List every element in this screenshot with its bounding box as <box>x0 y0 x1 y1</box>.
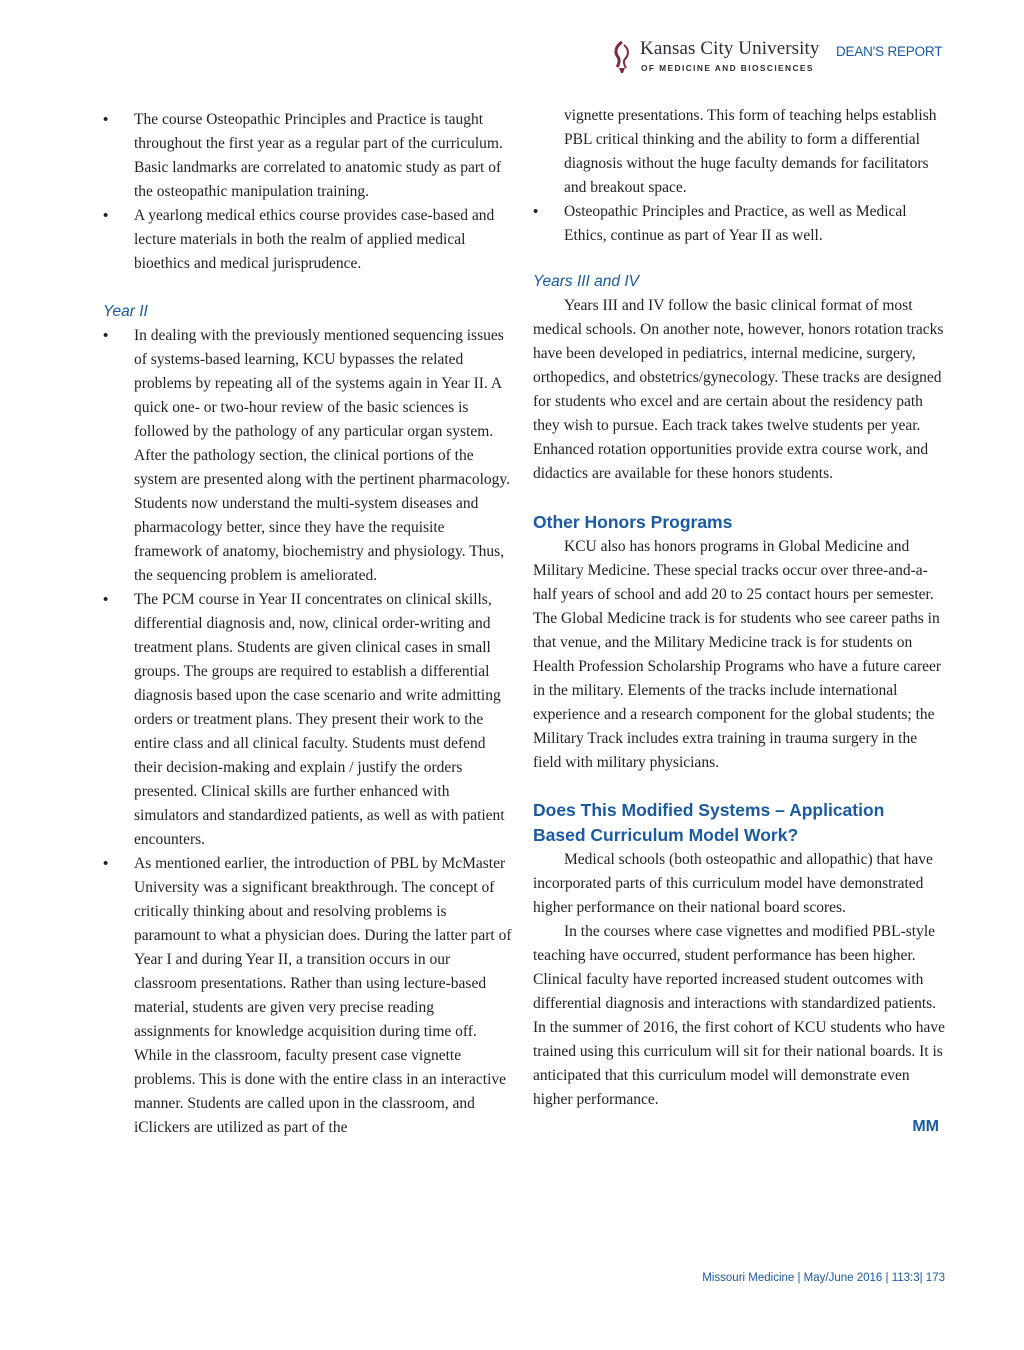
year-two-heading: Year II <box>103 303 148 320</box>
bullet-text: As mentioned earlier, the introduction of PBL by McMaster University was a significant breakthrough. The concept of critically thinking about and resolving problems is paramount to what a physician does. During the latter part of Year I and during Year II, a transition occurs in our classroom presentations. Rather than using lecture-based material, students are given very precise reading assignments for knowledge acquisition during time off. While in the classroom, faculty present case vignette problems. This is done with the entire class in an interactive manner. Students are called upon in the classroom, and iClickers are utilized as part of the <box>134 855 512 1136</box>
list-item: • As mentioned earlier, the introduction of PBL by McMaster University was a significant breakthrough. The concept of critically thinking about and resolving problems is paramount to what a physician does. During the latter part of Year I and during Year II, a transition occurs in our classroom presentations. Rather than using lecture-based material, students are given very precise reading assignments for knowledge acquisition during time off. While in the classroom, faculty present case vignette problems. This is done with the entire class in an interactive manner. Students are called upon in the classroom, and iClickers are utilized as part of the <box>103 855 512 1136</box>
model-heading-line2: Based Curriculum Model Work? <box>533 825 799 845</box>
model-heading-line1: Does This Modified Systems – Application <box>533 800 885 820</box>
bullet-text: In dealing with the previously mentioned sequencing issues of systems-based learning, KCU bypasses the related problems by repeating all of the systems again in Year II. A quick one- or two-hour review of the basic sciences is followed by the pathology of any particular organ system. After the pathology section, the clinical portions of the system are presented along with the pertinent pharmacology. Students now understand the multi-system diseases and pharmacology better, since they have the requisite framework of anatomy, biochemistry and physiology. Thus, the sequencing problem is ameliorated. <box>134 327 511 584</box>
honors-paragraph: KCU also has honors programs in Global Medicine and Military Medicine. These special tracks occur over three-and-a-half years of school and add 20 to 25 contact hours per semester. The Global Medicine track is for students who see career paths in that venue, and the Military Medicine track is for students on Health Profession Scholarship Programs who have a future career in the military. Elements of the tracks include international experience and a research component for the global students; the Military Track includes extra training in trauma surgery in the field with military physicians. <box>533 538 942 771</box>
list-item: • The PCM course in Year II concentrates on clinical skills, differential diagnosis and, now, clinical order-writing and treatment plans. Students are given clinical cases in small groups. The groups are required to establish a differential diagnosis based upon the case scenario and write admitting orders or treatment plans. They present their work to the entire class and all clinical faculty. Students must defend their decision-making and explain / justify the orders presented. Clinical skills are further enhanced with simulators and standardized patients, as well as with patient encounters. <box>103 591 505 848</box>
bullet-text: The PCM course in Year II concentrates on clinical skills, differential diagnosis and, now, clinical order-writing and treatment plans. Students are given clinical cases in small groups. The groups are required to establish a differential diagnosis based upon the case scenario and write admitting orders or treatment plans. They present their work to the entire class and all clinical faculty. Students must defend their decision-making and explain / justify the orders presented. Clinical skills are further enhanced with simulators and standardized patients, as well as with patient encounters. <box>134 591 505 848</box>
bullet-text: Osteopathic Principles and Practice, as well as Medical Ethics, continue as part of Year II as well. <box>564 203 907 244</box>
institution-name: Kansas City University <box>640 38 820 59</box>
page-header <box>610 38 945 78</box>
institution-subtitle: OF MEDICINE AND BIOSCIENCES <box>641 63 814 73</box>
model-paragraph-2: In the courses where case vignettes and modified PBL-style teaching have occurred, student performance has been higher. Clinical faculty have reported increased student outcomes with differential diagnosis and interactions with standardized patients. In the summer of 2016, the first cohort of KCU students who have trained using this curriculum will sit for their national boards. It is anticipated that this curriculum model will demonstrate even higher performance. <box>533 923 945 1108</box>
model-paragraph-1: Medical schools (both osteopathic and allopathic) that have incorporated parts of this curriculum model have demonstrated higher performance on their national board scores. <box>533 851 933 916</box>
right-column <box>533 104 945 1138</box>
year-two-bullet-list <box>103 324 513 1140</box>
list-item: • In dealing with the previously mentioned sequencing issues of systems-based learning, KCU bypasses the related problems by repeating all of the systems again in Year II. A quick one- or two-hour review of the basic sciences is followed by the pathology of any particular organ system. After the pathology section, the clinical portions of the system are presented along with the pertinent pharmacology. Students now understand the multi-system diseases and pharmacology better, since they have the requisite framework of anatomy, biochemistry and physiology. Thus, the sequencing problem is ameliorated. <box>103 327 511 584</box>
right-bullet-list <box>533 200 945 248</box>
intro-bullet-list <box>103 108 513 276</box>
kcu-torch-icon <box>610 40 634 74</box>
bullet-text: A yearlong medical ethics course provides case-based and lecture materials in both the realm of applied medical bioethics and medical jurisprudence. <box>134 207 495 272</box>
page-footer-citation: Missouri Medicine | May/June 2016 | 113:3| 173 <box>702 1272 945 1284</box>
author-signoff: MM <box>912 1118 939 1135</box>
left-column <box>103 108 513 1140</box>
bullet-text: The course Osteopathic Principles and Practice is taught throughout the first year as a regular part of the curriculum. Basic landmarks are correlated to anatomic study as part of the osteopathic manipulation training. <box>134 111 503 200</box>
list-item: • Osteopathic Principles and Practice, as well as Medical Ethics, continue as part of Year II as well. <box>533 203 907 244</box>
honors-heading: Other Honors Programs <box>533 512 733 532</box>
years-three-four-heading: Years III and IV <box>533 273 639 290</box>
report-label: DEAN'S REPORT <box>836 44 943 59</box>
continued-paragraph: vignette presentations. This form of teaching helps establish PBL critical thinking and the ability to form a differential diagnosis without the huge faculty demands for facilitators and breakout space. <box>564 107 937 196</box>
list-item: • A yearlong medical ethics course provides case-based and lecture materials in both the realm of applied medical bioethics and medical jurisprudence. <box>103 207 495 272</box>
years-three-four-paragraph: Years III and IV follow the basic clinical format of most medical schools. On another note, however, honors rotation tracks have been developed in pediatrics, internal medicine, surgery, orthopedics, and obstetrics/gynecology. These tracks are designed for students who excel and are certain about the residency path they wish to pursue. Each track takes twelve students per year. Enhanced rotation opportunities provide extra course work, and didactics are available for these honors students. <box>533 297 944 482</box>
list-item: • The course Osteopathic Principles and Practice is taught throughout the first year as a regular part of the curriculum. Basic landmarks are correlated to anatomic study as part of the osteopathic manipulation training. <box>103 111 503 200</box>
model-heading <box>533 798 945 848</box>
